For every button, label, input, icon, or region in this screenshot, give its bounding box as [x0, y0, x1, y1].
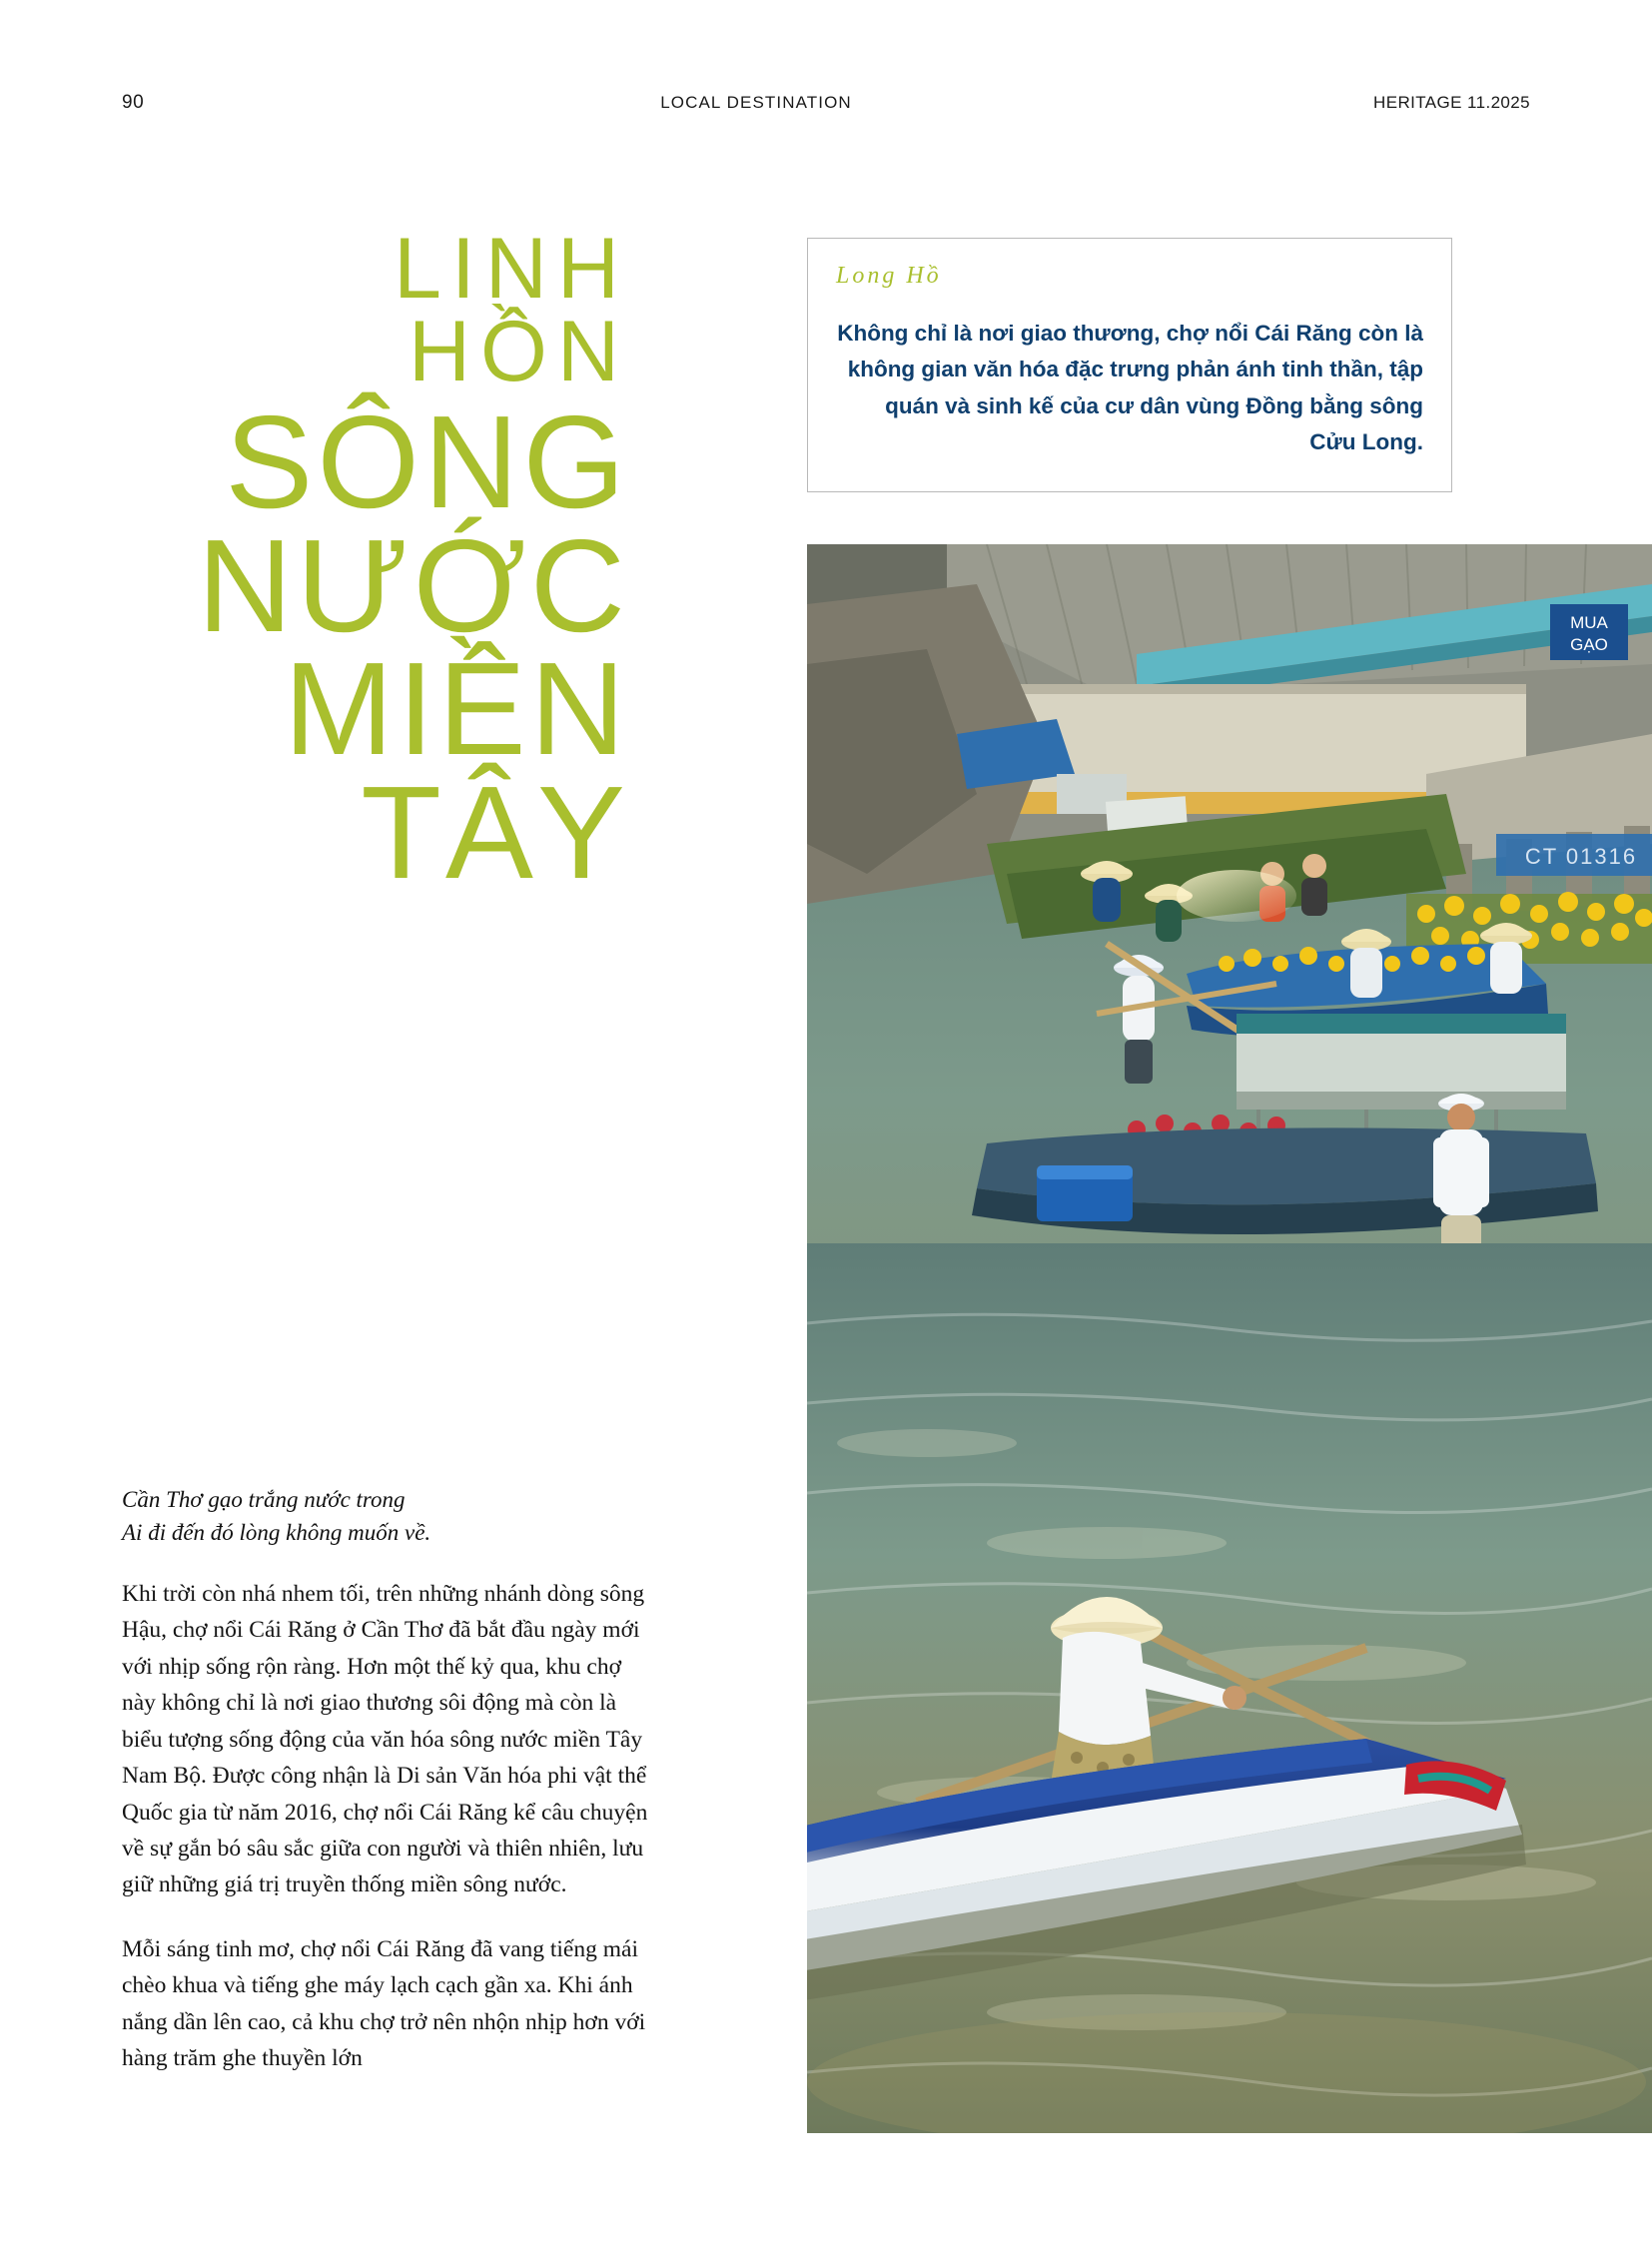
headline-block: [122, 221, 681, 906]
headline-line-4: NƯỚC: [197, 511, 629, 659]
headline-line-1: LINH: [394, 221, 629, 317]
photo-artwork: [807, 544, 1652, 2133]
headline-line-2: HỒN: [408, 304, 629, 400]
pull-quote-box: [807, 238, 1452, 492]
running-head: [122, 92, 1530, 114]
headline-line-5: MIỀN: [284, 635, 629, 783]
poem-line-1: Cần Thơ gạo trắng nước trong: [122, 1487, 406, 1512]
svg-text:MUA: MUA: [1570, 613, 1608, 632]
body-paragraph-1: Khi trời còn nhá nhem tối, trên những nhánh dòng sông Hậu, chợ nổi Cái Răng ở Cần Thơ đã bắt đầu ngày mới với nhịp sống rộn ràng. Hơn một thế kỷ qua, khu chợ này không chỉ là nơi giao thương sôi động mà còn là biểu tượng sống động của văn hóa sông nước miền Tây Nam Bộ. Được công nhận là Di sản Văn hóa phi vật thể Quốc gia từ năm 2016, chợ nổi Cái Răng kể câu chuyện về sự gắn bó sâu sắc giữa con người và thiên nhiên, lưu giữ những giá trị truyền thống miền sông nước.: [122, 1581, 648, 1898]
headline-line-3: SÔNG: [225, 388, 629, 536]
floating-market-photo: [807, 544, 1652, 2133]
poem-line-2: Ai đi đến đó lòng không muốn về.: [122, 1520, 431, 1546]
article-headline: [122, 221, 681, 906]
body-paragraph-2: Mỗi sáng tinh mơ, chợ nổi Cái Răng đã vang tiếng mái chèo khua và tiếng ghe máy lạch cạch gần xa. Khi ánh nắng dần lên cao, cả khu chợ trở nên nhộn nhịp hơn với hàng trăm ghe thuyền lớn: [122, 1935, 646, 2072]
headline-line-6: TÂY: [361, 758, 629, 906]
article-body: [122, 1576, 651, 2104]
section-label: LOCAL DESTINATION: [660, 93, 852, 112]
pull-quote-text: Không chỉ là nơi giao thương, chợ nổi Cái Răng còn là không gian văn hóa đặc trưng phản ánh tinh thần, tập quán và sinh kế của cư dân vùng Đồng bằng sông Cửu Long.: [837, 321, 1423, 455]
publication-label: HERITAGE 11.2025: [1373, 93, 1530, 112]
poem-epigraph: [122, 1483, 641, 1550]
page-number: 90: [122, 92, 145, 113]
svg-text:GẠO: GẠO: [1570, 635, 1608, 654]
pull-quote-label: Long Hồ: [836, 263, 942, 289]
svg-text:CT 01316: CT 01316: [1524, 844, 1638, 869]
